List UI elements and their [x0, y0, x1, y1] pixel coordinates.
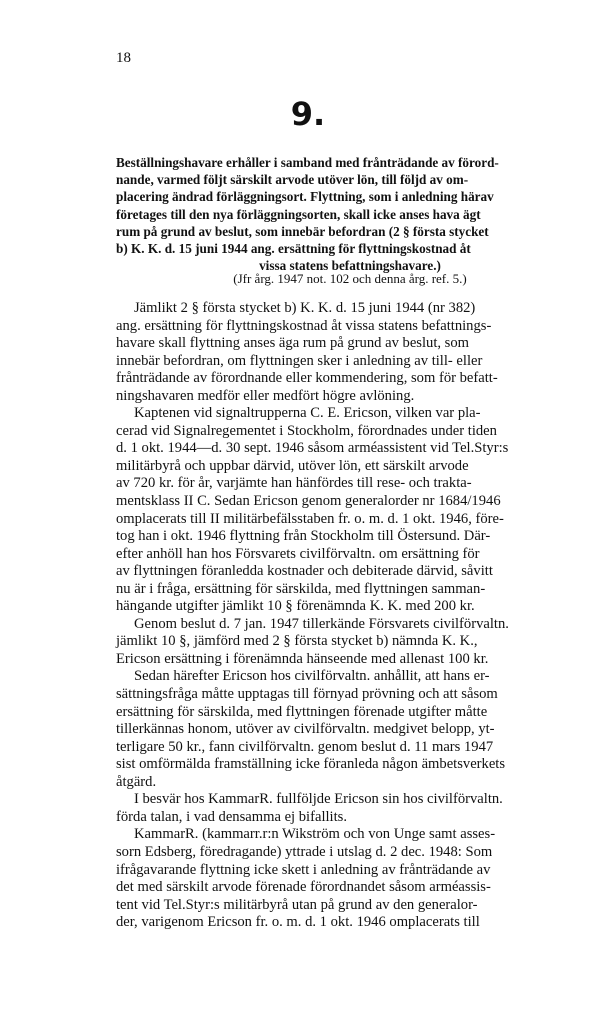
body-line: efter anhöll han hos Försvarets civilförvaltn. om ersättning för — [116, 545, 480, 562]
body-line: tillerkännas honom, utöver av civilförvaltn. medgivet belopp, yt- — [116, 721, 495, 738]
body-line: militärbyrå och uppbar därvid, utöver lön, ett särskilt arvode — [116, 457, 469, 474]
heading-line: företages till den nya förläggningsorten, skall icke anses hava ägt — [116, 206, 481, 222]
body-line: ifrågavarande flyttning icke skett i anledning av frånträdande av — [116, 861, 491, 878]
body-line: innebär befordran, om flyttningen sker i anledning av till- eller — [116, 352, 483, 369]
body-line: ang. ersättning för flyttningskostnad åt vissa statens befattnings- — [116, 317, 492, 334]
heading-line: nande, varmed följt särskilt arvode utöver lön, till följd av om- — [116, 172, 469, 188]
body-line: sättningsfråga måtte upptagas till förnyad prövning och att såsom — [116, 686, 498, 703]
body-line: der, varigenom Ericson fr. o. m. d. 1 okt. 1946 omplacerats till — [116, 914, 480, 931]
body-line: åtgärd. — [116, 773, 157, 790]
body-text — [116, 300, 584, 932]
body-line: jämlikt 10 §, jämförd med 2 § första stycket b) nämnda K. K., — [116, 633, 478, 650]
heading-line: rum på grund av beslut, som innebär befordran (2 § första stycket — [116, 223, 489, 239]
body-line: tog han i okt. 1946 flyttning från Stockholm till Östersund. Där- — [116, 528, 491, 545]
body-line: mentsklass II C. Sedan Ericson genom generalorder nr 1684/1946 — [116, 493, 501, 510]
body-line: Sedan härefter Ericson hos civilförvaltn. anhållit, att hans er- — [134, 668, 490, 685]
page-number: 18 — [116, 50, 131, 66]
body-line: av flyttningen föranledda kostnader och debiterade därvid, såvitt — [116, 563, 493, 580]
heading-line: vissa statens befattningshavare.) — [259, 258, 441, 274]
body-line: det med särskilt arvode förenade förordnandet såsom arméassis- — [116, 879, 491, 896]
body-line: I besvär hos KammarR. fullföljde Ericson sin hos civilförvaltn. — [134, 791, 503, 808]
body-line: omplacerats till II militärbefälsstaben fr. o. m. d. 1 okt. 1946, före- — [116, 510, 504, 527]
case-heading — [116, 154, 584, 274]
body-line: ningshavaren medför eller medfört högre avlöning. — [116, 387, 415, 404]
body-line: hängande utgifter jämlikt 10 § förenämnda K. K. med 200 kr. — [116, 598, 475, 615]
body-line: havare skall flyttning anses äga rum på grund av beslut, som — [116, 335, 470, 352]
body-line: Kaptenen vid signaltrupperna C. E. Ericson, vilken var pla- — [134, 405, 481, 422]
reference-note: (Jfr årg. 1947 not. 102 och denna årg. ref. 5.) — [233, 271, 467, 286]
body-line: Ericson ersättning i förenämnda hänseende med allenast 100 kr. — [116, 650, 489, 667]
body-line: KammarR. (kammarr.r:n Wikström och von Unge samt asses- — [134, 826, 496, 843]
section-number: 9. — [290, 95, 326, 133]
heading-line: Beställningshavare erhåller i samband med frånträdande av förord- — [116, 155, 499, 170]
body-line: frånträdande av förordnande eller kommendering, som för befatt- — [116, 370, 498, 387]
body-line: terligare 50 kr., fann civilförvaltn. genom beslut d. 11 mars 1947 — [116, 738, 494, 755]
body-line: Genom beslut d. 7 jan. 1947 tillerkände Försvarets civilförvaltn. — [134, 615, 509, 632]
body-line: sist omförmälda framställning icke föranleda någon ämbetsverkets — [116, 756, 506, 773]
body-line: Jämlikt 2 § första stycket b) K. K. d. 15 juni 1944 (nr 382) — [134, 300, 476, 316]
body-line: sorn Edsberg, föredragande) yttrade i utslag d. 2 dec. 1948: Som — [116, 843, 493, 860]
body-line: d. 1 okt. 1944—d. 30 sept. 1946 såsom arméassistent vid Tel.Styr:s — [116, 440, 509, 457]
heading-line: b) K. K. d. 15 juni 1944 ang. ersättning för flyttningskostnad åt — [116, 241, 471, 257]
body-line: nu är i fråga, ersättning för särskilda, med flyttningen samman- — [116, 580, 486, 597]
body-line: ersättning för särskilda, med flyttningen förenade utgifter måtte — [116, 703, 488, 720]
body-line: cerad vid Signalregementet i Stockholm, förordnades under tiden — [116, 422, 497, 439]
body-line: av 720 kr. för år, varjämte han hänfördes till rese- och trakta- — [116, 475, 472, 492]
body-line: förda talan, i vad densamma ej bifallits. — [116, 808, 347, 825]
body-line: tent vid Tel.Styr:s militärbyrå utan på grund av den generalor- — [116, 896, 478, 913]
heading-line: placering ändrad förläggningsort. Flyttning, som i anledning härav — [116, 189, 494, 205]
